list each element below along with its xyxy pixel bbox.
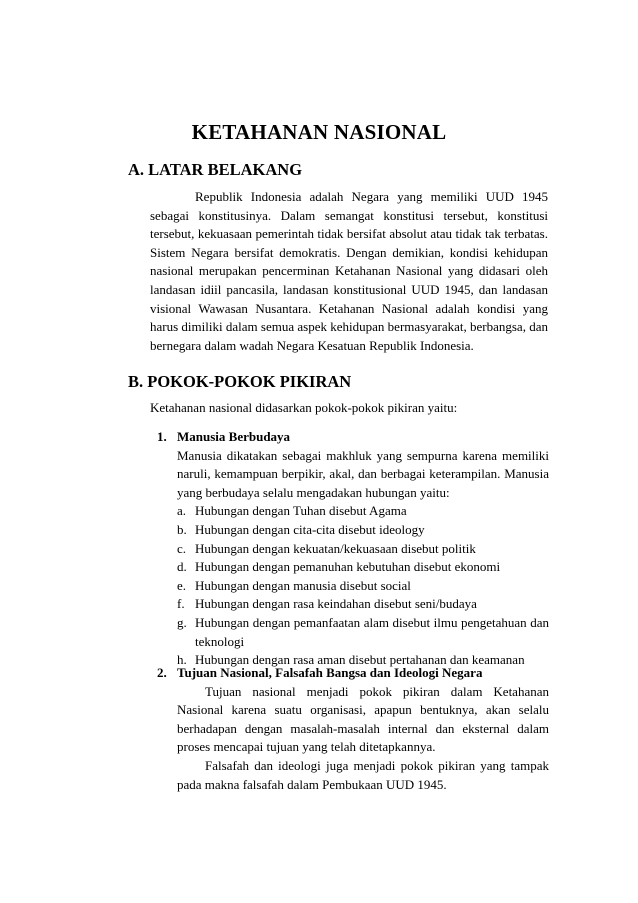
list-item (177, 614, 549, 651)
subsection-1-title-text: Manusia Berbudaya (177, 429, 291, 444)
subsection-2-body (177, 683, 549, 795)
section-a-heading: A. LATAR BELAKANG (128, 160, 303, 179)
list-text: Hubungan dengan cita-cita disebut ideology (195, 521, 425, 537)
subsection-manusia-berbudaya (157, 428, 549, 670)
list-letter: e. (177, 577, 187, 593)
section-b-heading: B. POKOK-POKOK PIKIRAN (128, 372, 352, 391)
list-text: Hubungan dengan rasa keindahan disebut seni/budaya (195, 596, 477, 612)
subsection-2-paragraph: Tujuan nasional menjadi pokok pikiran dalam Ketahanan Nasional karena suatu organisasi, apapun bentuknya, akan selalu berhadapan dengan masalah-masalah internal dan eksternal dalam proses mencapai tujuan yang telah ditetapkannya. (177, 683, 549, 755)
list-item (177, 595, 549, 614)
relations-list (177, 502, 549, 669)
list-text: Hubungan dengan rasa aman disebut pertahanan dan keamanan (195, 652, 525, 668)
list-text: Hubungan dengan kekuatan/kekuasaan disebut politik (195, 540, 476, 556)
list-letter: f. (177, 596, 185, 612)
subsection-1-title (157, 428, 549, 447)
subsection-1-text: Manusia dikatakan sebagai makhluk yang sempurna karena memiliki naruli, kemampuan berpikir, akal, dan berbagai keterampilan. Manusia yang berbudaya selalu mengadakan hubungan yaitu: (177, 447, 549, 500)
section-a-paragraph (150, 188, 548, 355)
subsection-2-number: 2. (157, 665, 167, 680)
section-a-paragraph-text: Republik Indonesia adalah Negara yang memiliki UUD 1945 sebagai konstitusinya. Dalam semangat konstitusi tersebut, konstitusi tersebut, kekuasaan pemerintah tidak bersifat absolut atau tidak tak terbatas. Sistem Negara bersifat demokratis. Dengan demikian, kondisi kehidupan nasional merupakan pencerminan Ketahanan Nasional yang didasari oleh landasan idiil pancasila, landasan konstitusional UUD 1945, dan landasan visional Wawasan Nusantara. Ketahanan Nasional adalah kondisi yang harus dimiliki dalam semua aspek kehidupan bermasyarakat, berbangsa, dan bernegara dalam wadah Negara Kesatuan Republik Indonesia. (150, 189, 548, 353)
list-text: Hubungan dengan manusia disebut social (195, 577, 411, 593)
subsection-1-body (177, 447, 549, 670)
list-letter: g. (177, 614, 187, 630)
subsection-2-paragraph: Falsafah dan ideologi juga menjadi pokok pikiran yang tampak pada makna falsafah dalam Pembukaan UUD 1945. (177, 757, 549, 792)
list-item (177, 521, 549, 540)
subsection-tujuan-nasional (157, 664, 549, 794)
page-title: KETAHANAN NASIONAL (191, 120, 447, 144)
list-text: Hubungan dengan Tuhan disebut Agama (195, 503, 407, 519)
list-item (177, 540, 549, 559)
subsection-2-title (157, 664, 549, 683)
list-letter: c. (177, 540, 187, 556)
list-item (177, 577, 549, 596)
section-b-intro: Ketahanan nasional didasarkan pokok-pokok pikiran yaitu: (150, 400, 458, 415)
list-letter: a. (177, 503, 187, 519)
subsection-1-number: 1. (157, 429, 167, 444)
list-text: Hubungan dengan pemanuhan kebutuhan disebut ekonomi (195, 559, 501, 575)
list-text: Hubungan dengan pemanfaatan alam disebut ilmu pengetahuan dan teknologi (195, 614, 549, 649)
list-letter: b. (177, 521, 187, 537)
list-letter: h. (177, 652, 187, 668)
subsection-2-title-text: Tujuan Nasional, Falsafah Bangsa dan Ideologi Negara (177, 665, 483, 680)
list-letter: d. (177, 559, 187, 575)
list-item (177, 502, 549, 521)
list-item (177, 558, 549, 577)
